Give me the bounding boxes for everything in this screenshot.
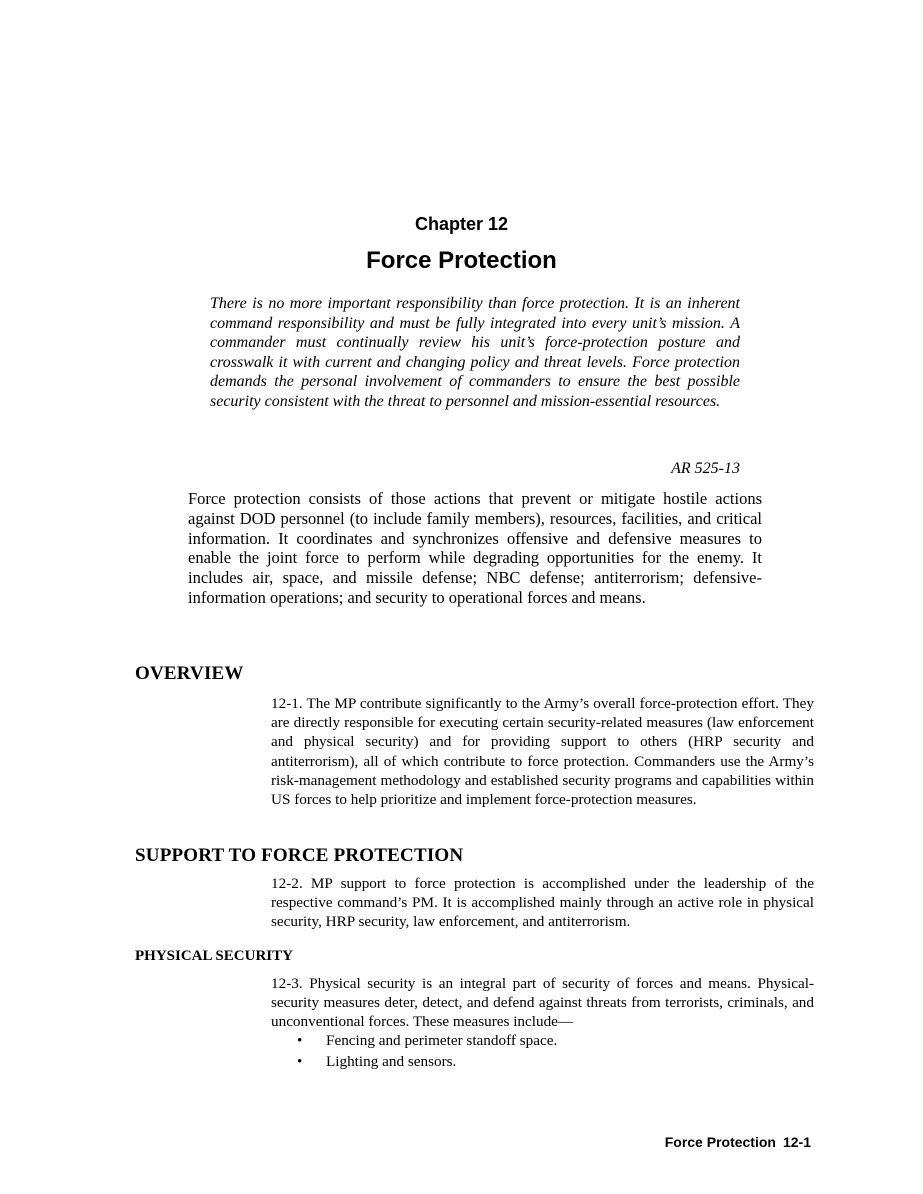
overview-paragraph: 12-1. The MP contribute significantly to the Army’s overall force-protection effort. They are directly responsible for executing certain security-related measures (law enforcement and physical security) and for providing support to others (HRP security and antiterrorism), all of which contribute to force protection. Commanders use the Army’s risk-management methodology and established security programs and capabilities within US forces to help prioritize and implement force-protection measures. [271,695,814,809]
physical-security-heading: PHYSICAL SECURITY [135,948,293,964]
physical-security-paragraph: 12-3. Physical security is an integral part of security of forces and means. Physical-security measures deter, detect, and defend against threats from terrorists, criminals, and unconventional forces. These measures include— [271,975,814,1031]
page-footer [665,1133,811,1151]
epigraph-quote: There is no more important responsibility than force protection. It is an inherent command responsibility and must be fully integrated into every unit’s mission. A commander must continually review his unit’s force-protection posture and crosswalk it with current and changing policy and threat levels. Force protection demands the personal involvement of commanders to ensure the best possible security consistent with the threat to personnel and mission-essential resources. [210,295,740,410]
bullet-icon: • [297,1032,303,1049]
chapter-label: Chapter 12 [414,214,509,234]
list-item [271,1051,814,1072]
support-heading: SUPPORT TO FORCE PROTECTION [135,845,464,866]
epigraph-source: AR 525-13 [671,460,740,477]
list-item [271,1030,814,1051]
list-item-text: Fencing and perimeter standoff space. [326,1032,558,1049]
physical-security-list [271,1030,814,1072]
overview-heading: OVERVIEW [135,663,244,684]
chapter-title: Force Protection [366,247,557,274]
support-paragraph: 12-2. MP support to force protection is accomplished under the leadership of the respective command’s PM. It is accomplished mainly through an active role in physical security, HRP security, law enforcement, and antiterrorism. [271,875,814,931]
page-number: 12-1 [782,1134,811,1150]
bullet-icon: • [297,1053,303,1070]
intro-paragraph: Force protection consists of those actions that prevent or mitigate hostile actions against DOD personnel (to include family members), resources, facilities, and critical information. It coordinates and synchronizes offensive and defensive measures to enable the joint force to perform while degrading opportunities for the enemy. It includes air, space, and missile defense; NBC defense; antiterrorism; defensive-information operations; and security to operational forces and means. [188,489,762,607]
list-item-text: Lighting and sensors. [326,1053,457,1070]
footer-title: Force Protection [664,1134,776,1150]
